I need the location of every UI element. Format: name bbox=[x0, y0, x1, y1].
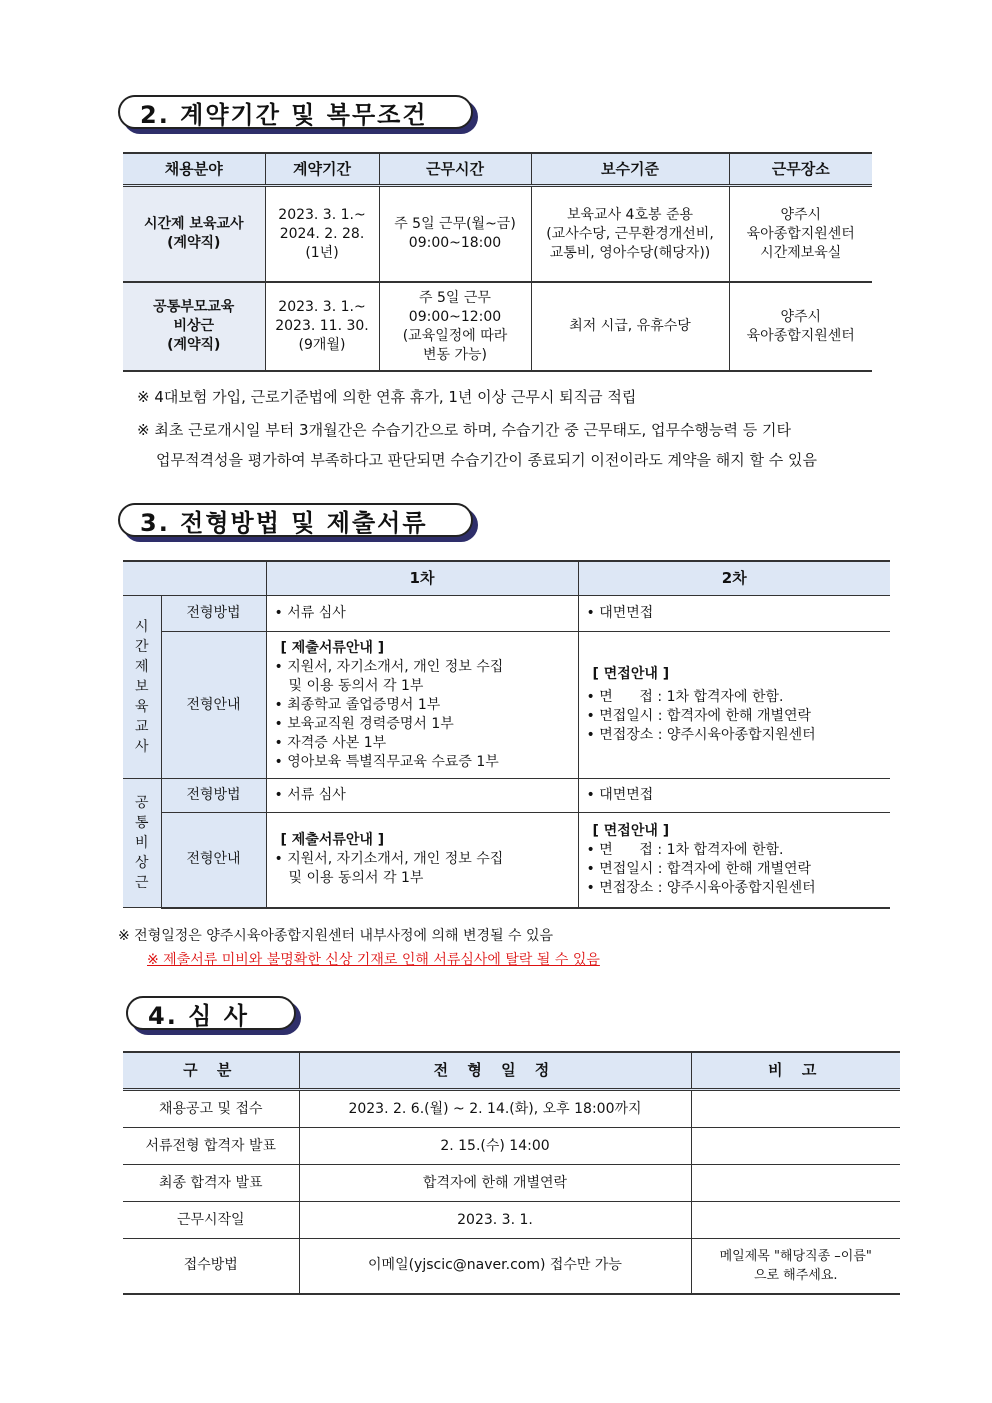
col-header: 보수기준 bbox=[531, 153, 729, 186]
row-key: 채용공고 및 접수 bbox=[123, 1090, 299, 1128]
group-label: 공 통 비 상 근 bbox=[123, 779, 161, 908]
note-probation: ※ 최초 근로개시일 부터 3개월간은 수습기간으로 하며, 수습기간 중 근무태도, 업무수행능력 등 기타 bbox=[137, 421, 791, 439]
table-row bbox=[123, 1202, 900, 1239]
hours-cell: 주 5일 근무 09:00~12:00 (교육일정에 따라 변동 가능) bbox=[379, 282, 531, 371]
table-row bbox=[123, 632, 890, 779]
row-label: 전형안내 bbox=[161, 813, 266, 908]
col-header: 계약기간 bbox=[265, 153, 379, 186]
row-note bbox=[691, 1165, 900, 1202]
hours-cell: 주 5일 근무(월~금) 09:00~18:00 bbox=[379, 186, 531, 283]
place-cell: 양주시 육아종합지원센터 bbox=[729, 282, 872, 371]
guide-2: [ 면접안내 ] • 면 접 : 1차 합격자에 한함. • 면접일시 : 합격자에 한해 개별연락 • 면접장소 : 양주시육아종합지원센터 bbox=[578, 632, 890, 779]
row-note bbox=[691, 1128, 900, 1165]
review-table bbox=[123, 1051, 900, 1295]
method-2: • 대면면접 bbox=[578, 596, 890, 632]
section-3-title: 3. 전형방법 및 제출서류 bbox=[118, 503, 473, 537]
col-header: 근무시간 bbox=[379, 153, 531, 186]
period-cell: 2023. 3. 1.~ 2024. 2. 28. (1년) bbox=[265, 186, 379, 283]
row-key: 근무시작일 bbox=[123, 1202, 299, 1239]
blank-header bbox=[123, 561, 266, 596]
row-key: 접수방법 bbox=[123, 1239, 299, 1294]
period-cell: 2023. 3. 1.~ 2023. 11. 30. (9개월) bbox=[265, 282, 379, 371]
row-key: 최종 합격자 발표 bbox=[123, 1165, 299, 1202]
table-row bbox=[123, 1239, 900, 1294]
row-value: 2023. 2. 6.(월) ~ 2. 14.(화), 오후 18:00까지 bbox=[299, 1090, 691, 1128]
guide-1: [ 제출서류안내 ] • 지원서, 자기소개서, 개인 정보 수집 및 이용 동의서 각 1부 • 최종학교 졸업증명서 1부 • 보육교직원 경력증명서 1부 • 자격증 사본 1부 • 영아보육 특별직무교육 수료증 1부 bbox=[266, 632, 578, 779]
category-cell: 공통부모교육 비상근 (계약직) bbox=[123, 282, 265, 371]
col-header: 근무장소 bbox=[729, 153, 872, 186]
col-header: 채용분야 bbox=[123, 153, 265, 186]
guide-2: [ 면접안내 ] • 면 접 : 1차 합격자에 한함. • 면접일시 : 합격자에 한해 개별연락 • 면접장소 : 양주시육아종합지원센터 bbox=[578, 813, 890, 908]
contract-table bbox=[123, 152, 872, 372]
method-2: • 대면면접 bbox=[578, 779, 890, 813]
group-label: 시 간 제 보 육 교 사 bbox=[123, 596, 161, 779]
screening-table bbox=[123, 560, 890, 909]
row-value: 합격자에 한해 개별연락 bbox=[299, 1165, 691, 1202]
section-2-title: 2. 계약기간 및 복무조건 bbox=[118, 95, 473, 129]
row-key: 서류전형 합격자 발표 bbox=[123, 1128, 299, 1165]
table-row bbox=[123, 282, 872, 371]
table-row bbox=[123, 1165, 900, 1202]
col-header: 비 고 bbox=[691, 1052, 900, 1090]
guide-1: [ 제출서류안내 ] • 지원서, 자기소개서, 개인 정보 수집 및 이용 동의서 각 1부 bbox=[266, 813, 578, 908]
table-row bbox=[123, 813, 890, 908]
table-header-row bbox=[123, 1052, 900, 1090]
row-label: 전형방법 bbox=[161, 596, 266, 632]
table-row bbox=[123, 186, 872, 283]
section-4-title: 4. 심 사 bbox=[126, 996, 296, 1030]
row-value: 2. 15.(수) 14:00 bbox=[299, 1128, 691, 1165]
col-header: 구 분 bbox=[123, 1052, 299, 1090]
col-header: 2차 bbox=[578, 561, 890, 596]
table-row bbox=[123, 596, 890, 632]
note-insurance: ※ 4대보험 가입, 근로기준법에 의한 연휴 휴가, 1년 이상 근무시 퇴직금 적립 bbox=[137, 388, 637, 406]
table-row bbox=[123, 779, 890, 813]
row-value: 2023. 3. 1. bbox=[299, 1202, 691, 1239]
row-label: 전형방법 bbox=[161, 779, 266, 813]
method-1: • 서류 심사 bbox=[266, 779, 578, 813]
table-row bbox=[123, 1090, 900, 1128]
note-schedule: ※ 전형일정은 양주시육아종합지원센터 내부사정에 의해 변경될 수 있음 bbox=[118, 928, 554, 944]
col-header: 전 형 일 정 bbox=[299, 1052, 691, 1090]
row-note: 메일제목 "해당직종 –이름" 으로 해주세요. bbox=[691, 1239, 900, 1294]
col-header: 1차 bbox=[266, 561, 578, 596]
row-value: 이메일(yjscic@naver.com) 접수만 가능 bbox=[299, 1239, 691, 1294]
pay-cell: 최저 시급, 유휴수당 bbox=[531, 282, 729, 371]
table-row bbox=[123, 1128, 900, 1165]
row-note bbox=[691, 1090, 900, 1128]
pay-cell: 보육교사 4호봉 준용 (교사수당, 근무환경개선비, 교통비, 영아수당(해당자)) bbox=[531, 186, 729, 283]
table-header-row bbox=[123, 153, 872, 186]
row-note bbox=[691, 1202, 900, 1239]
note-probation-cont: 업무적격성을 평가하여 부족하다고 판단되면 수습기간이 종료되기 이전이라도 계약을 해지 할 수 있음 bbox=[156, 451, 818, 469]
note-warning: ※ 제출서류 미비와 불명확한 신상 기재로 인해 서류심사에 탈락 될 수 있음 bbox=[147, 952, 600, 968]
place-cell: 양주시 육아종합지원센터 시간제보육실 bbox=[729, 186, 872, 283]
method-1: • 서류 심사 bbox=[266, 596, 578, 632]
row-label: 전형안내 bbox=[161, 632, 266, 779]
category-cell: 시간제 보육교사 (계약직) bbox=[123, 186, 265, 283]
table-header-row bbox=[123, 561, 890, 596]
